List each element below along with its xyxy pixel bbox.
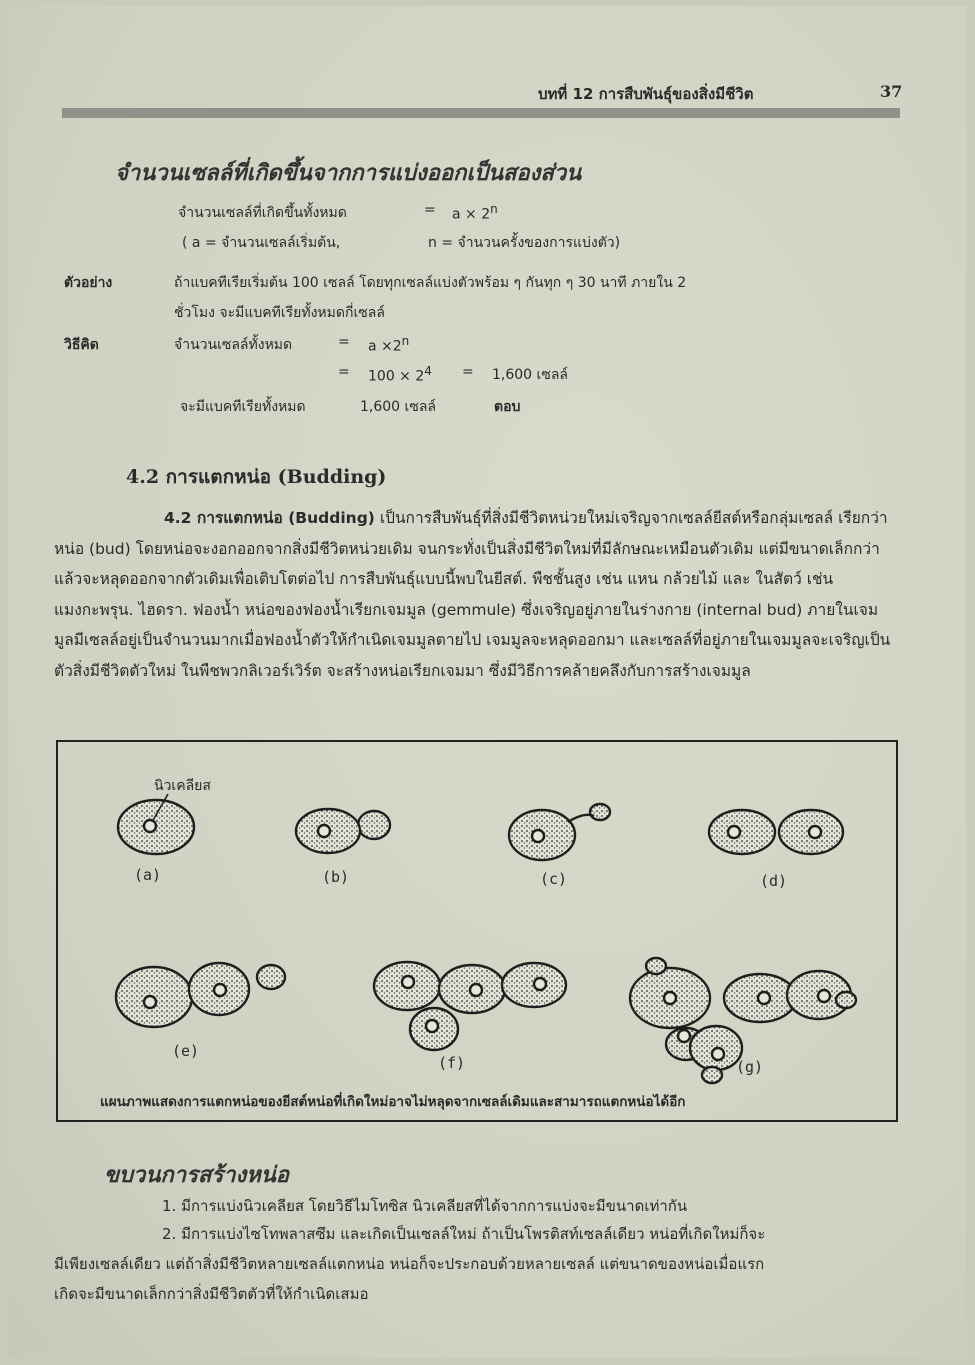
solution-step1-left: จำนวนเซลล์ทั้งหมด [174,337,293,353]
formula-eq: = [424,202,436,218]
cell-e [116,963,285,1027]
yeast-budding-diagram [56,740,898,1122]
example-line-1: ถ้าแบคทีเรียเริ่มต้น 100 เซลล์ โดยทุกเซลล์แบ่งตัวพร้อม ๆ กันทุก ๆ 30 นาที ภายใน 2 [174,275,687,291]
figure-caption: แผนภาพแสดงการแตกหน่อของยีสต์หน่อที่เกิดใหม่อาจไม่หลุดจากเซลล์เดิมและสามารถแตกหน่อได้อีก [100,1094,686,1110]
legend-a: ( a = จำนวนเซลล์เริ่มต้น, [182,235,341,251]
cell-b [296,809,390,853]
legend-n: n = จำนวนครั้งของการแบ่งตัว) [428,235,621,251]
page-number: 37 [880,82,903,101]
label-c: (c) [540,870,568,888]
label-a: (a) [134,866,162,884]
answer-label: ตอบ [494,399,521,415]
header-rule [62,108,900,118]
chapter-title: บทที่ 12 การสืบพันธุ์ของสิ่งมีชีวิต [538,85,754,103]
process-item-1: 1. มีการแบ่งนิวเคลียส โดยวิธีไมโทซิส นิวเคลียสที่ได้จากการแบ่งจะมีขนาดเท่ากัน [162,1197,688,1215]
label-b: (b) [322,868,350,886]
formula-heading: จำนวนเซลล์ที่เกิดขึ้นจากการแบ่งออกเป็นสองส่วน [115,160,582,186]
example-line-2: ชั่วโมง จะมีแบคทีเรียทั้งหมดกี่เซลล์ [174,305,385,321]
process-item-2: 2. มีการแบ่งไซโทพลาสซึม และเกิดเป็นเซลล์ใหม่ ถ้าเป็นโพรติสท์เซลล์เดียว หน่อที่เกิดใหม่ก็จะ [162,1225,766,1243]
process-item-2-line-2: มีเพียงเซลล์เดียว แต่ถ้าสิ่งมีชีวิตหลายเซลล์แตกหน่อ หน่อก็จะประกอบด้วยหลายเซลล์ แต่ขนาดของหน่อเมื่อแรก [54,1255,765,1273]
solution-step2-eq: = [338,364,350,380]
example-label: ตัวอย่าง [64,275,113,291]
cell-a [118,800,194,854]
solution-label: วิธีคิด [64,337,99,353]
process-heading: ขบวนการสร้างหน่อ [104,1162,289,1188]
answer-value: 1,600 เซลล์ [360,399,436,415]
solution-step2-eq2: = [462,364,474,380]
process-item-2-line-3: เกิดจะมีขนาดเล็กกว่าสิ่งมีชีวิตตัวที่ให้กำเนิดเสมอ [54,1285,369,1303]
formula-left: จำนวนเซลล์ที่เกิดขึ้นทั้งหมด [178,205,347,221]
budding-para-text: เป็นการสืบพันธุ์ที่สิ่งมีชีวิตหน่วยใหม่เจริญจากเซลล์ยีสต์หรือกลุ่มเซลล์ เรียกว่าหน่อ (bud) โดยหน่อจะงอกออกจากสิ่งมีชีวิตหน่วยเดิม จนกระทั่งเป็นสิ่งมีชีวิตใหม่ที่มีลักษณะเหมือนตัวเดิม แต่มีขนาดเล็กกว่า แล้วจะหลุดออกจากตัวเดิมเพื่อเติบโตต่อไป การสืบพันธุ์แบบนี้พบในยีสต์. พืชชั้นสูง เช่น แหน กล้วยไม้ และ ในสัตว์ เช่น แมงกะพรุน. ไฮดรา. ฟองน้ำ หน่อของฟองน้ำเรียกเจมมูล (gemmule) ซึ่งเจริญอยู่ภายในร่างกาย (internal bud) ภายในเจมมูลมีเซลล์อยู่เป็นจำนวนมากเมื่อฟองน้ำตัวให้กำเนิดเจมมูลตายไป เจมมูลจะหลุดออกมา และเซลล์ที่อยู่ภายในเจมมูลจะเจริญเป็นตัวสิ่งมีชีวิตตัวใหม่ ในพืชพวกลิเวอร์เวิร์ต จะสร้างหน่อเรียกเจมมา ซึ่งมีวิธีการคล้ายคลึงกับการสร้างเจมมูล [54,509,891,680]
label-f: (f) [438,1054,466,1072]
nucleus-label: นิวเคลียส [154,778,211,794]
solution-step1-eq: = [338,334,350,350]
cell-c [509,804,610,860]
formula-right: $a \times 2^n$ [452,202,498,223]
label-g: (g) [736,1058,764,1076]
budding-heading: 4.2 การแตกหน่อ (Budding) [126,466,387,488]
solution-step2-mid: $100 \times 2^4$ [368,364,432,385]
cell-d [709,810,843,854]
budding-paragraph [54,503,894,686]
label-d: (d) [760,872,788,890]
cell-f [374,962,566,1050]
budding-para-title: 4.2 การแตกหน่อ (Budding) [164,509,375,527]
solution-step2-result: 1,600 เซลล์ [492,367,568,383]
answer-text: จะมีแบคทีเรียทั้งหมด [180,399,306,415]
solution-step1-right: $a \times 2^n$ [368,334,410,355]
label-e: (e) [172,1042,200,1060]
